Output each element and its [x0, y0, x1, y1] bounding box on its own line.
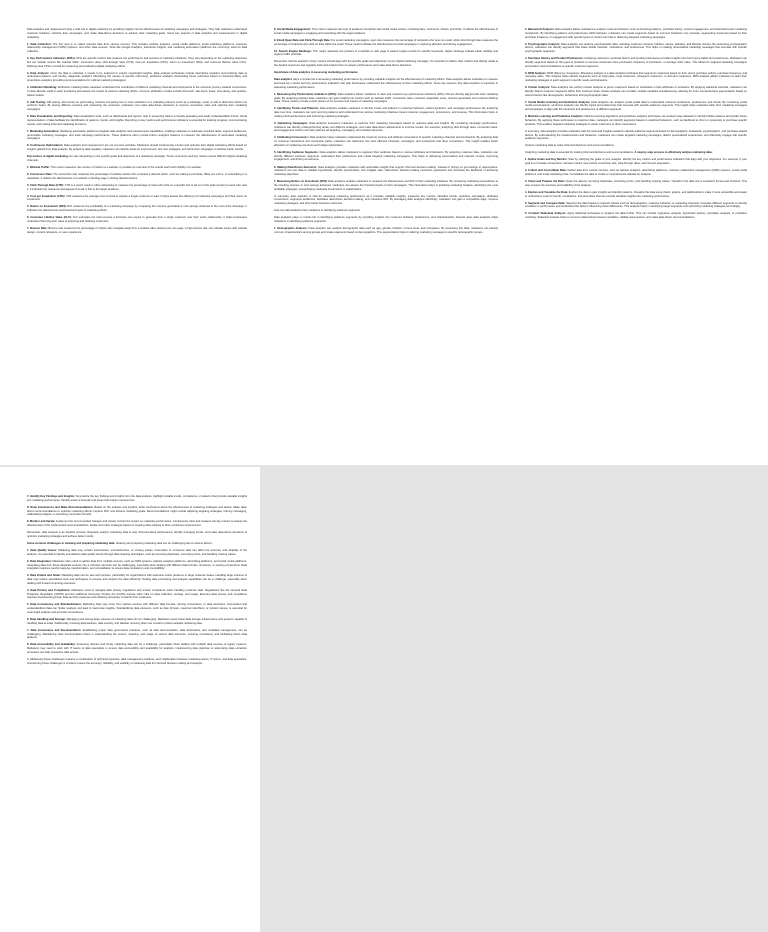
- paragraph-text: Data analytics provides marketers with actionable insights that support informed decision-making. Instead of relying on gut feelings or assumptions, marketers can use data to validate hypotheses, identify opportunities, and mitigate risks. Data-driven decision-making minimizes guesswork and increases the likelihood of achieving marketing objectives.: [274, 165, 498, 177]
- paragraph-text: The first step is to collect relevant data from various sources. This includes website analytics, social media platforms, email marketing platforms, customer relationship management (CRM) systems, and other data sources. Tools like Google Analytics, Facebook Insights, and marketing automation platforms are commonly used for data collection.: [27, 42, 247, 54]
- paragraph-text: Data analytics can analyze social media data to understand customer sentiments, preferences, and trends. By monitoring social media conversations, sentiment analysis can identify topics and preferences that resonate with specific audience segments. This insight helps marketers tailor their marketing messages and campaigns to align with the sentiment and preferences of different segments.: [525, 100, 747, 112]
- paragraph-text: Marketers need to navigate data privacy regulations and ensure compliance when handling customer data. Regulations like the General Data Protection Regulation (GDPR) and the California Consumer Privacy Act (CCPA) impose strict rules on data collection, storage, and usage. Ensuring data privacy and compliance requires implementing proper data security measures and obtaining necessary consents from customers.: [27, 588, 247, 600]
- paragraph: [27, 166, 247, 170]
- paragraph-text: Remember that the selection of key metrics should align with the specific goals and objectives of your digital marketing campaign. It's important to define clear metrics that directly relate to the desired outcomes and regularly track and analyze them to assess performance and make data-driven decisions.: [274, 60, 498, 68]
- paragraph-heading: 3. Clean and Prepare the Data:: [525, 180, 565, 184]
- paragraph-heading: 6. Customer Lifetime Value (CLV):: [27, 216, 72, 220]
- paragraph-bold-tail: A step-by-step process to effectively analyze marketing data:: [634, 151, 713, 155]
- paragraph: [27, 531, 247, 539]
- paragraph-heading: 10. Search Engine Rankings:: [274, 49, 312, 53]
- paragraph: [274, 209, 498, 213]
- paragraph-heading: 1. Website Traffic:: [27, 165, 50, 169]
- paragraph-heading: 8. Continuous Optimization:: [27, 144, 64, 148]
- paragraph: [274, 28, 498, 36]
- paragraph: [27, 495, 247, 503]
- paragraph-text: Based on the analysis and insights, draw conclusions about the effectiveness of marketing strategies and tactics. Make data-driven recommendations to optimize marketing efforts, improve ROI, and achieve marketing goals. Recommendations might include adjusting targeting strategies, refining messaging, reallocating budgets, or optimizing conversion funnels.: [27, 505, 248, 517]
- paragraph-heading: 5. Identifying Audience Segments:: [274, 150, 319, 154]
- paragraph-text: Segment the data based on relevant criteria such as demographics, customer behavior, or marketing channels. Compare different segments to identify variations in performance and understand the factors influencing those differences. This analysis helps in identifying target segments and optimizing marketing strategies accordingly.: [525, 201, 748, 209]
- paragraph-text: For email marketing campaigns, open rate measures the percentage of recipients who open an email, while click-through rate measures the percentage of recipients who click on links within the email. These metrics indicate the effectiveness of email campaigns in capturing attention and driving engagement.: [274, 38, 498, 46]
- paragraph-heading: 7. Social Media Listening and Sentiment Analysis:: [525, 100, 591, 104]
- paragraph-text: plays a crucial role in assessing marketing performance by providing valuable insights into the effectiveness of marketing efforts. Data analytics allows marketers to measure and track key metrics and key performance indicators that help businesses understand the effectiveness of their marketing efforts. Some key reasons why data analytics is important in assessing marketing performance:: [274, 78, 498, 89]
- paragraph-heading: 4. Cost per Acquisition (CPA):: [27, 194, 66, 198]
- paragraph: [27, 72, 247, 83]
- paragraph-text: This metric measures the level of audience interaction with social media content, including likes, comments, shares, and clicks. It reflects the effectiveness of social media campaigns in engaging and resonating with the target audience.: [274, 28, 498, 35]
- paragraph-text: Implement the recommended changes and closely monitor the impact on marketing performance. Continuously track and measure the key metrics to assess the effectiveness of the implemented recommendations. Iterate and refine strategies based on ongoing data analysis to drive continuous improvement.: [27, 520, 247, 528]
- paragraph-text: CTR is a metric used in online advertising to measure the percentage of users who click on a specific link or ad out of the total number of users who view it. It indicates the relevance and appeal of an ad or link to the target audience.: [27, 183, 248, 191]
- paragraph: [27, 205, 247, 213]
- paragraph: [27, 589, 247, 600]
- paragraph-text: Data analytics can perform cluster analysis to group customers based on similarities in their attributes or behaviors. By applying statistical methods, marketers can identify distinct customer segments within their customer base. Cluster analysis can consider multiple variables simultaneously, allowing for more comprehensive segmentation based on various factors like demographic, behavioral, and psychographic data.: [525, 86, 748, 97]
- paragraph-text: Summarize the key findings and insights from the data analysis. Highlight notable trends, correlations, or patterns that provide valuable insights into marketing performance. Identify areas of strength and areas that require improvement.: [27, 495, 247, 502]
- paragraph-text: Data analytics plays a crucial role in identifying audience segments by providing insights into customer behavior, preferences, and characteristics. Several ways data analytics helps marketers in identifying audience segments:: [274, 216, 498, 223]
- paragraph-heading: Data analytics: [274, 78, 293, 82]
- paragraph: [525, 202, 747, 210]
- paragraph-heading: 6. Data Handling and Storage:: [27, 617, 66, 621]
- paragraph: [274, 60, 498, 68]
- paragraph-heading: 7. Data Governance and Documentation:: [27, 628, 82, 632]
- paragraph: [27, 618, 247, 626]
- paragraph-heading: 9. Monitor and Iterate:: [27, 520, 56, 524]
- paragraph-text: Analyze marketing data to make informed decisions and recommendations.: [525, 144, 615, 148]
- paragraph-heading: 4. Data Privacy and Compliance:: [27, 588, 71, 592]
- paragraph-text: Data analytics enables marketers to identify trends and patterns in customer behavior, market dynamics, and campaign performance. By analyzing data over time, marketers can spot recurring patterns and understand how various marketing initiatives impact customer engagement, conversions, and revenue. This information helps in making informed decisions and optimizing marketing strategies.: [274, 107, 498, 118]
- page-2-text: [274, 28, 498, 238]
- paragraph-heading: 3. Psychographic Analysis:: [525, 42, 561, 46]
- paragraph: [27, 28, 247, 39]
- paragraph-heading: Key metrics in digital marketing: [27, 155, 68, 159]
- paragraph: [27, 520, 247, 528]
- paragraph: [525, 72, 747, 83]
- paragraph-heading: 1. Measuring Key Performance Indicators (KPIs):: [274, 92, 337, 96]
- paragraph: [27, 560, 247, 571]
- paragraph: [274, 151, 498, 162]
- paragraph-heading: 2. Identifying Trends and Patterns:: [274, 107, 319, 111]
- paragraph-heading: 1. Data Quality Issues:: [27, 548, 58, 552]
- page-1-text: [27, 28, 247, 238]
- paragraph-heading: 5. Segment and Compare Data:: [525, 201, 566, 205]
- paragraph-heading: 7. Bounce Rate:: [27, 227, 48, 230]
- paragraph: [274, 216, 498, 224]
- paragraph: [274, 50, 498, 58]
- paragraph: [27, 43, 247, 54]
- paragraph: [525, 86, 747, 97]
- paragraph-text: Data analytics allows marketers to segment their audience based on various attributes and behaviors. By analyzing customer data, marketers can identify different customer segments, understand their preferences and create targeted marketing campaigns. This helps in delivering personalized and relevant content, improving engagement, and driving conversions.: [274, 150, 498, 162]
- paragraph-heading: 7. Measuring Return on Investment (ROI):: [274, 180, 328, 184]
- paragraph-heading: 4. Purchase History and Product Preferences:: [525, 57, 584, 61]
- paragraph-text: Once the data is collected, it needs to be analyzed to extract meaningful insights. Data analysis techniques include descriptive analytics (summarizing data to understand patterns and trends), diagnostic analytics (identifying the causes of specific outcomes), predictive analytics (forecasting future outcomes based on historical data), and prescriptive analytics (providing recommendations for optimal marketing strategies).: [27, 71, 247, 83]
- paragraph-heading: 3. Data Analysis:: [27, 71, 50, 75]
- paragraph-text: Remember, data analysis is an iterative process. Regularly analyze marketing data to stay informed about performance, identify emerging trends, and make data-driven decisions to optimize marketing strategies and achieve better results.: [27, 531, 247, 538]
- paragraph-heading: 8. Data Accessibility and Availability:: [27, 643, 76, 647]
- paragraph: [525, 57, 747, 68]
- paragraph: [27, 144, 247, 152]
- paragraph-text: Data analytics and measurement play a vital role in digital marketing by providing insights into the effectiveness of marketing campaigns and strategies. They help marketers understand customer behavior, optimize their campaigns, and make data-driven decisions to achieve their marketing goals. Some key aspects of data analytics and measurement in digital marketing:: [27, 28, 247, 39]
- paragraph-text: In summary, data analytics is vital for assessing marketing performance as it provides valuable insights, measures key metrics, identifies trends, optimizes campaigns, attributes conversions, segments audiences, facilitates data-driven decision-making, and measures ROI. By leveraging data analytics effectively, marketers can gain a competitive edge, improve marketing strategies, and drive better business outcomes.: [274, 194, 498, 206]
- paragraph-heading: 5. RFM Analysis:: [525, 71, 547, 75]
- paragraph-heading: 3. Data Volume and Scale:: [27, 574, 61, 578]
- paragraph: [27, 216, 247, 224]
- paragraph-heading: 3. Click-Through Rate (CTR):: [27, 183, 64, 187]
- paragraph-text: Data analytics can analyze demographic data such as age, gender, location, income level, and occupation. By examining this data, marketers can identify common characteristics among groups and create segments based on demographics. This segmentation helps in tailoring marketing messages to specific demographic groups.: [274, 227, 498, 234]
- document-page-1: [0, 0, 260, 465]
- paragraph-heading: 5. Data Consistency and Standardization:: [27, 603, 82, 607]
- paragraph-text: The conversion rate measures the percentage of website visitors who complete a desired action, such as making a purchase, filling out a form, or subscribing to a newsletter. It reflects the effectiveness of a website or landing page in driving desired actions.: [27, 173, 247, 180]
- paragraph-text: Analyzing marketing data is essential for making informed decisions and recommendations.: [525, 151, 634, 155]
- paragraph-heading: 1. Demographic Analysis:: [274, 227, 308, 230]
- paragraph: [27, 173, 247, 181]
- paragraph: [27, 506, 247, 517]
- paragraph-text: Marketing data can be vast and complex, particularly for organizations with extensive online presence or large customer bases. Handling large volumes of data may require specialized tools and techniques to process and analyze the data efficiently. Scaling data processing and analysis capabilities can be a challenge, especially when dealing with limited computing resources.: [27, 574, 247, 585]
- paragraph: [525, 158, 747, 166]
- paragraph-text: Managing and storing large volumes of marketing data can be challenging. Marketers need robust data storage infrastructure and systems capable of handling data at scale. Additionally, ensuring data backups, data security, and disaster recovery plans are crucial to protect valuable marketing data.: [27, 617, 247, 625]
- page-4-text: [27, 495, 247, 669]
- paragraph-text: Explore the data to gain insights and identify patterns. Visualize the data using charts, graphs, and dashboards to make it more accessible and easier to understand. Look for trends, correlations, and anomalies that can provide valuable insights into marketing performance.: [525, 190, 747, 198]
- paragraph-text: 9. Addressing these challenges requires a combination of technical expertise, data management practices, and collaboration between marketing teams, IT teams, and data specialists. Overcoming these challenges is crucial to ensure the accuracy, reliability, and usability of marketing data for informed decision-making and analysis.: [27, 657, 247, 665]
- paragraph: [274, 107, 498, 118]
- paragraph-text: Clean the data by removing duplicates, correcting errors, and handling missing values. Transform the data into a consistent format and structure. This step ensures the accuracy and reliability of the analysis.: [525, 180, 747, 187]
- paragraph-text: This metric measures the number of visitors to a website. It provides an overview of the overall reach and visibility of a website.: [50, 165, 202, 169]
- paragraph-text: Apply statistical techniques to analyze the data further. This can include regression analysis, hypothesis testing, correlation analysis, or predictive modeling. Statistical analysis helps to uncover relationships between variables, validate assumptions, and make data-driven recommendations.: [525, 212, 747, 220]
- paragraph-text: Marketing data may come from various sources with different data formats, naming conventions, or data structures. Inconsistent and unstandardized data can hinder analysis and lead to inaccurate insights. Standardizing data elements, such as date formats, customer identifiers, or product names, is essential for meaningful analysis and accurate comparisons.: [27, 603, 247, 614]
- page-3-text: [525, 28, 747, 223]
- paragraph: [525, 144, 747, 148]
- paragraph: [27, 574, 247, 585]
- document-page-3: [514, 0, 768, 465]
- paragraph-heading: 2. Key Performance Indicators (KPIs):: [27, 57, 76, 61]
- paragraph-heading: 4. Explore and Visualize the Data:: [525, 190, 568, 194]
- paragraph-text: Data analytics allows marketers to track and measure key performance indicators (KPIs) that are directly aligned with their marketing goals. By analyzing relevant data, marketers can gain insights into metrics such as website traffic, conversion rates, customer acquisition costs, revenue generated, and customer lifetime value. These metrics provide a clear picture of the success and impact of marketing campaigns.: [274, 92, 498, 104]
- paragraph: [274, 93, 498, 104]
- paragraph: [274, 227, 498, 235]
- paragraph-heading: 6. Conduct Statistical Analysis:: [525, 212, 567, 216]
- paragraph-heading: 8. Social Media Engagement:: [274, 28, 312, 31]
- paragraph: [274, 166, 498, 177]
- paragraph-heading: 6. Cluster Analysis:: [525, 86, 551, 90]
- paragraph-text: Cleaning and preparing marketing data can be challenging due to various factors:: [115, 541, 213, 545]
- paragraph: [525, 151, 747, 155]
- paragraph: [525, 28, 747, 39]
- paragraph: [274, 71, 498, 75]
- paragraph-text: RFM (Recency, Frequency, Monetary) analysis is a data analytics technique that segments customers based on their recent purchase activity, purchase frequency, and monetary value. This analysis helps identify segments such as high-value, loyal customers, infrequent customers, or dormant customers. RFM analysis allows marketers to tailor their marketing strategies to each segment's specific needs and behaviors.: [525, 71, 748, 83]
- paragraph: [274, 78, 498, 89]
- paragraph: [27, 542, 247, 546]
- paragraph-text: In summary, data analytics provides marketers with the tools and insights needed to identify audience segments based on demographics, behavioral, psychographic, and purchase-related factors. By understanding the characteristics and behaviors, marketers can create targeted marketing campaigns, deliver personalized experiences, and effectively engage with specific audience segments.: [525, 129, 747, 141]
- document-page-2: [260, 0, 514, 465]
- document-page-5-blank: [260, 467, 768, 932]
- paragraph: [525, 130, 747, 141]
- paragraph-text: Gather data from various sources, such as website analytics, advertising platforms, customer relationship management (CRM) systems, social media platforms, and email marketing tools. Consolidate the data to create a comprehensive dataset for analysis.: [525, 169, 747, 177]
- paragraph: [27, 86, 247, 97]
- paragraph: [274, 180, 498, 191]
- paragraph-heading: 4. Attributing Conversions:: [274, 136, 309, 140]
- paragraph-heading: 2. Behavioral Analysis:: [525, 28, 555, 31]
- paragraph-heading: Importance of data analytics in assessing marketing performance: [274, 71, 358, 75]
- paragraph: [27, 629, 247, 640]
- paragraph-text: Data analytics enables marketers to measure the effectiveness and ROI of their marketing initiatives. By comparing marketing expenditures to the resulting revenue or cost savings achieved, marketers can assess the financial impact of their campaigns. This information helps in justifying marketing budgets, identifying the most profitable strategies, and justifying marketing investments to stakeholders.: [274, 180, 499, 191]
- paragraph-heading: 6. Data Visualization and Reporting:: [27, 115, 73, 119]
- paragraph: [525, 180, 747, 188]
- paragraph: [525, 115, 747, 126]
- paragraph-heading: 7. Marketing Automation:: [27, 129, 60, 133]
- paragraph-text: CPA measures the average cost incurred to acquire a single customer or lead. It helps assess the efficiency of marketing campaigns and their return on investment.: [27, 194, 247, 202]
- paragraph-text: ROI measures the profitability of a marketing campaign by comparing the revenue generated or cost savings achieved to the cost of the campaign. It indicates the effectiveness and financial impact of marketing efforts.: [27, 205, 247, 213]
- paragraph-heading: 8. Draw Conclusions and Make Recommendations:: [27, 505, 94, 509]
- paragraph: [27, 155, 247, 163]
- paragraph-heading: 9. Email Open Rate and Click-Through Rate:: [274, 38, 331, 42]
- paragraph-heading: 2. Collect and Consolidate Data:: [525, 169, 567, 173]
- paragraph-text: Bounce rate measures the percentage of visitors who navigate away from a website after viewing only one page. A high bounce rate can indicate issues with website design, content relevance, or user experience.: [27, 227, 248, 234]
- paragraph-text: Marketing automation platforms integrate data analytics and measurement capabilities, enabling marketers to automate repetitive tasks, segment audiences, personalize marketing messages, and track campaign performance. These platforms often provide built-in analytics features to measure the effectiveness of automated marketing campaigns.: [27, 129, 247, 141]
- paragraph: [525, 212, 747, 220]
- paragraph: [27, 643, 247, 654]
- paragraph: [274, 136, 498, 147]
- paragraph-heading: 8. Machine Learning and Predictive Analytics:: [525, 115, 584, 119]
- paragraph-heading: 2. Conversion Rate:: [27, 173, 53, 177]
- paragraph-text: Analyzing customers' purchase history and product preferences provides insights into their buying habits and preferences. Marketers can identify segments based on the types of products or services customers have purchased, frequency of purchases, or average order value. This allows for targeted marketing campaigns and product recommendations to specific customer segments.: [525, 57, 747, 68]
- paragraph: [27, 57, 247, 68]
- paragraph: [274, 195, 498, 206]
- paragraph: [27, 227, 247, 235]
- paragraph-text: Establishing proper data governance practices, such as data documentation, data dictionaries, and metadata management, can be challenging. Maintaining clear documentation helps in understanding the source, meaning, and usage of various data elements, ensuring consistency and facilitating future data analysis.: [27, 628, 247, 640]
- paragraph-text: KPIs are specific metrics that measure the performance and success of marketing initiatives. They vary depending on the marketing objectives but can include metrics like website traffic, conversion rates, click-through rates (CTR), cost per acquisition (CPA), return on investment (ROI), and customer lifetime value (CLV). Defining clear KPIs is crucial for measuring and evaluating digital marketing efforts.: [27, 57, 247, 68]
- paragraph-text: Accessing relevant and timely marketing data can be a challenge, particularly when dealing with multiple data sources or legacy systems. Marketers may need to work with IT teams or data specialists to ensure data accessibility and availability for analysis. Implementing data pipelines or automating data extraction processes can help streamline data access.: [27, 643, 247, 654]
- paragraph-text: How can data analytics help marketers in identifying audience segments: [274, 209, 360, 213]
- paragraph-heading: 1. Define Goals and Key Metrics:: [525, 158, 568, 162]
- paragraph: [525, 169, 747, 177]
- paragraph-heading: 5. Return on Investment (ROI):: [27, 205, 67, 209]
- paragraph: [27, 130, 247, 141]
- paragraph: [27, 184, 247, 192]
- paragraph: [525, 101, 747, 112]
- document-page-4: [0, 467, 260, 932]
- paragraph: [27, 549, 247, 557]
- paragraph-text: can vary depending on the specific goals and objectives of a marketing campaign. Some commonly used key metrics across different digital marketing channels:: [27, 155, 248, 162]
- paragraph-heading: 5. A/B Testing:: [27, 100, 46, 104]
- paragraph: [525, 191, 747, 199]
- paragraph-text: Data analytics helps marketers understand the customer journey and attribute conversions to specific marketing channels and touchpoints. By analyzing data on customer interactions and conversion paths, marketers can determine the most effective channels, campaigns, and touchpoints that drive conversions. This insight enables better allocation of marketing resources and budget optimization.: [274, 136, 498, 147]
- paragraph: [274, 122, 498, 133]
- paragraph-heading: 4. Attribution Modeling:: [27, 86, 58, 90]
- paragraph-heading: 7. Identify Key Findings and Insights:: [27, 495, 75, 498]
- paragraph-text: Marketing data may contain inaccuracies, inconsistencies, or missing values. Incomplete or erroneous data can affect the accuracy and reliability of the analysis. It's essential to identify and address data quality issues through data cleaning techniques, such as removing duplicates, correcting errors, and handling missing values.: [27, 548, 247, 556]
- paragraph: [27, 101, 247, 112]
- paragraph-text: Data analytics empowers marketers to optimize their marketing campaigns based on real-time data and insights. By monitoring campaign performance, marketers can identify underperforming areas, test different strategies, and make data-driven adjustments to improve results. For example, analyzing click-through rates, conversion rates, and engagement metrics can help optimize ad targeting, messaging, and creative elements.: [274, 121, 499, 133]
- paragraph-text: Data analytics can analyze psychographic data, including customer interests, hobbies, values, attitudes, and lifestyle choices. By examining psychographic factors, marketers can identify segments that share similar interests, motivations, and preferences. This helps in creating personalized marketing messages that resonate with specific psychographic segments.: [525, 42, 747, 54]
- paragraph-heading: 3. Optimizing Campaigns:: [274, 121, 309, 125]
- paragraph: [27, 115, 247, 126]
- paragraph-heading: 1. Data Collection:: [27, 42, 52, 46]
- paragraph: [27, 603, 247, 614]
- paragraph-heading: 6. Making Data-Driven Decisions:: [274, 165, 318, 169]
- paragraph-text: Data analytics and measurement are not one-time activities. Marketers should continuously monitor and optimize their digital marketing efforts based on insights gained from data analysis. By analyzing data regularly, marketers can identify areas for improvement, test new strategies, and refine their campaigns to achieve better results.: [27, 144, 247, 152]
- paragraph: [525, 43, 747, 54]
- paragraph-text: Data analytics allows marketers to analyze customer behavior, such as browsing patterns, purchase history, content engagement, and interactions with marketing touchpoints. By identifying patterns and preferences within behavior, marketers can create segments based on common behaviors. For example, segmenting customers based on their purchase frequency or engagement with specific types of content can help in delivering targeted marketing campaigns.: [525, 28, 747, 39]
- paragraph-text: CLV estimates the total revenue a business can expect to generate from a single customer over their entire relationship. It helps businesses understand the long-term value of acquiring and retaining customers.: [27, 216, 248, 223]
- paragraph-text: Attribution modeling helps marketers understand the contribution of different marketing channels and touchpoints to the customer journey towards conversions. It helps allocate credit to each touchpoint and assess the impact of various marketing efforts. Common attribution models include first-touch, last-touch, linear, time-decay, and position-based models.: [27, 86, 247, 97]
- paragraph: [27, 195, 247, 203]
- paragraph-text: A/B testing, also known as split testing, involves comparing two or more variations of a marketing element (such as a webpage, email, or ad) to determine which one performs better. By testing different versions and measuring the outcomes, marketers can make data-driven decisions to improve conversion rates and optimize their marketing campaigns.: [27, 100, 247, 112]
- paragraph-text: Machine learning algorithms and predictive analytics techniques can analyze large datasets to identify hidden patterns and predict future behaviors. By applying these techniques to customer data, marketers can identify segments based on predicted behaviors, such as likelihood to churn or propensity to purchase specific products. This enables targeted marketing strategies to retain customers or drive conversions.: [525, 115, 748, 126]
- paragraph: [27, 658, 247, 666]
- paragraph-text: This metric assesses the position of a website or web page in search engine results for specific keywords. Higher rankings indicate better visibility and organic traffic potential.: [274, 49, 499, 57]
- paragraph-text: Start by clarifying the goals of your analysis. Identify the key metrics and performance indicators that align with your objectives. For example, if your goal is to increase conversions, relevant metrics may include conversion rate, click-through rates, and cost per acquisition.: [525, 158, 747, 166]
- paragraph-text: Marketers often need to gather data from multiple sources, such as CRM systems, website analytics platforms, advertising platforms, and social media platforms. Integrating data from these disparate sources into a cohesive structure can be challenging, especially when dealing with different data formats, structures, or naming conventions. Data integration requires careful mapping, transformation, and consolidation to ensure data consistency and compatibility.: [27, 559, 248, 571]
- paragraph-heading: 2. Data Integration:: [27, 559, 52, 563]
- paragraph-heading: Some common challenges in cleaning and preparing marketing data.: [27, 541, 115, 545]
- paragraph: [274, 39, 498, 47]
- paragraph-text: Data visualization tools, such as dashboards and reports, help in presenting data in a visually appealing and easily understandable format. Visual representations of data facilitate the identification of patterns, trends, and insights. Reporting on key metrics and performance indicators is essential for tracking progress, communicating results, and making informed marketing decisions.: [27, 115, 247, 126]
